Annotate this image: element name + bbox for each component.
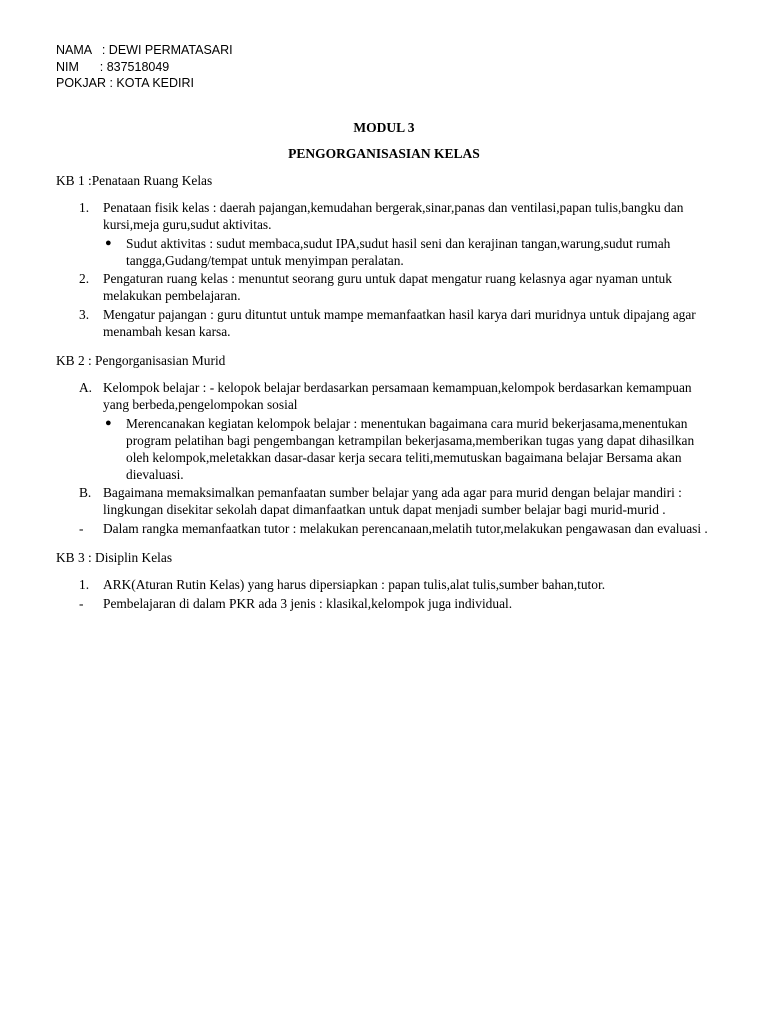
student-pokjar: POKJAR : KOTA KEDIRI	[56, 76, 194, 90]
list-marker: 3.	[79, 307, 90, 322]
module-title: MODUL 3	[353, 120, 415, 135]
sub-list-item-text: Merencanakan kegiatan kelompok belajar : menentukan bagaimana cara murid bekerjasama,menentukan program pelatihan bagi pengembangan ketrampilan bekerjasama,memberikan tugas yang dapat dihasilkan oleh kelompok,meletakkan dasar-dasar kerja secara teliti,memutuskan bagaimana belajar Bersama akan dievaluasi.	[126, 416, 695, 482]
bullet-icon: ●	[105, 417, 112, 429]
kb3-section	[56, 549, 716, 612]
list-item-text: Penataan fisik kelas : daerah pajangan,kemudahan bergerak,sinar,panas dan ventilasi,papan tulis,bangku dan kursi,meja guru,sudut aktivitas.	[103, 200, 684, 232]
sub-list-item-text: Sudut aktivitas : sudut membaca,sudut IPA,sudut hasil seni dan kerajinan tangan,warung,sudut rumah tangga,Gudang/tempat untuk menyimpan peralatan.	[126, 236, 671, 268]
list-item	[56, 306, 716, 340]
list-item-text: Dalam rangka memanfaatkan tutor : melakukan perencanaan,melatih tutor,melakukan pengawasan dan evaluasi .	[103, 521, 708, 536]
student-nim: NIM : 837518049	[56, 59, 170, 74]
module-subtitle: PENGORGANISASIAN KELAS	[288, 146, 480, 161]
list-marker: 1.	[79, 200, 90, 215]
list-item-text: Pengaturan ruang kelas : menuntut seorang guru untuk dapat mengatur ruang kelasnya agar nyaman untuk melakukan pembelajaran.	[103, 271, 672, 303]
student-info	[56, 42, 233, 92]
bullet-icon: ●	[105, 237, 112, 249]
student-name: NAMA : DEWI PERMATASARI	[56, 43, 233, 57]
list-item	[56, 199, 716, 233]
sub-list-item	[103, 235, 716, 269]
list-item-text: Bagaimana memaksimalkan pemanfaatan sumber belajar yang ada agar para murid dengan belajar mandiri : lingkungan disekitar sekolah dapat dimanfaatkan untuk dapat menjadi sumber belajar bagi murid-murid .	[103, 485, 682, 517]
kb1-section	[56, 172, 716, 340]
list-marker: -	[79, 521, 84, 536]
document-body	[56, 172, 716, 624]
list-item-text: Pembelajaran di dalam PKR ada 3 jenis : klasikal,kelompok juga individual.	[103, 596, 513, 611]
list-item-text: ARK(Aturan Rutin Kelas) yang harus dipersiapkan : papan tulis,alat tulis,sumber bahan,tutor.	[103, 577, 606, 592]
list-marker: B.	[79, 485, 92, 500]
list-item-text: Mengatur pajangan : guru dituntut untuk mampe memanfaatkan hasil karya dari muridnya untuk dipajang agar menambah kesan karsa.	[103, 307, 696, 339]
list-marker: A.	[79, 380, 93, 395]
list-marker: 2.	[79, 271, 90, 286]
list-item	[56, 520, 716, 537]
list-item-text: Kelompok belajar : - kelopok belajar berdasarkan persamaan kemampuan,kelompok berdasarkan kemampuan yang berbeda,pengelompokan sosial	[103, 380, 692, 412]
kb1-heading: KB 1 :Penataan Ruang Kelas	[56, 173, 213, 188]
kb2-heading: KB 2 : Pengorganisasian Murid	[56, 353, 226, 368]
kb2-section	[56, 352, 716, 537]
sub-list-item	[103, 415, 716, 483]
kb3-heading: KB 3 : Disiplin Kelas	[56, 550, 173, 565]
list-marker: 1.	[79, 577, 90, 592]
list-item	[56, 270, 716, 304]
list-item	[56, 576, 716, 593]
list-item	[56, 379, 716, 413]
list-item	[56, 595, 716, 612]
list-item	[56, 484, 716, 518]
list-marker: -	[79, 596, 84, 611]
